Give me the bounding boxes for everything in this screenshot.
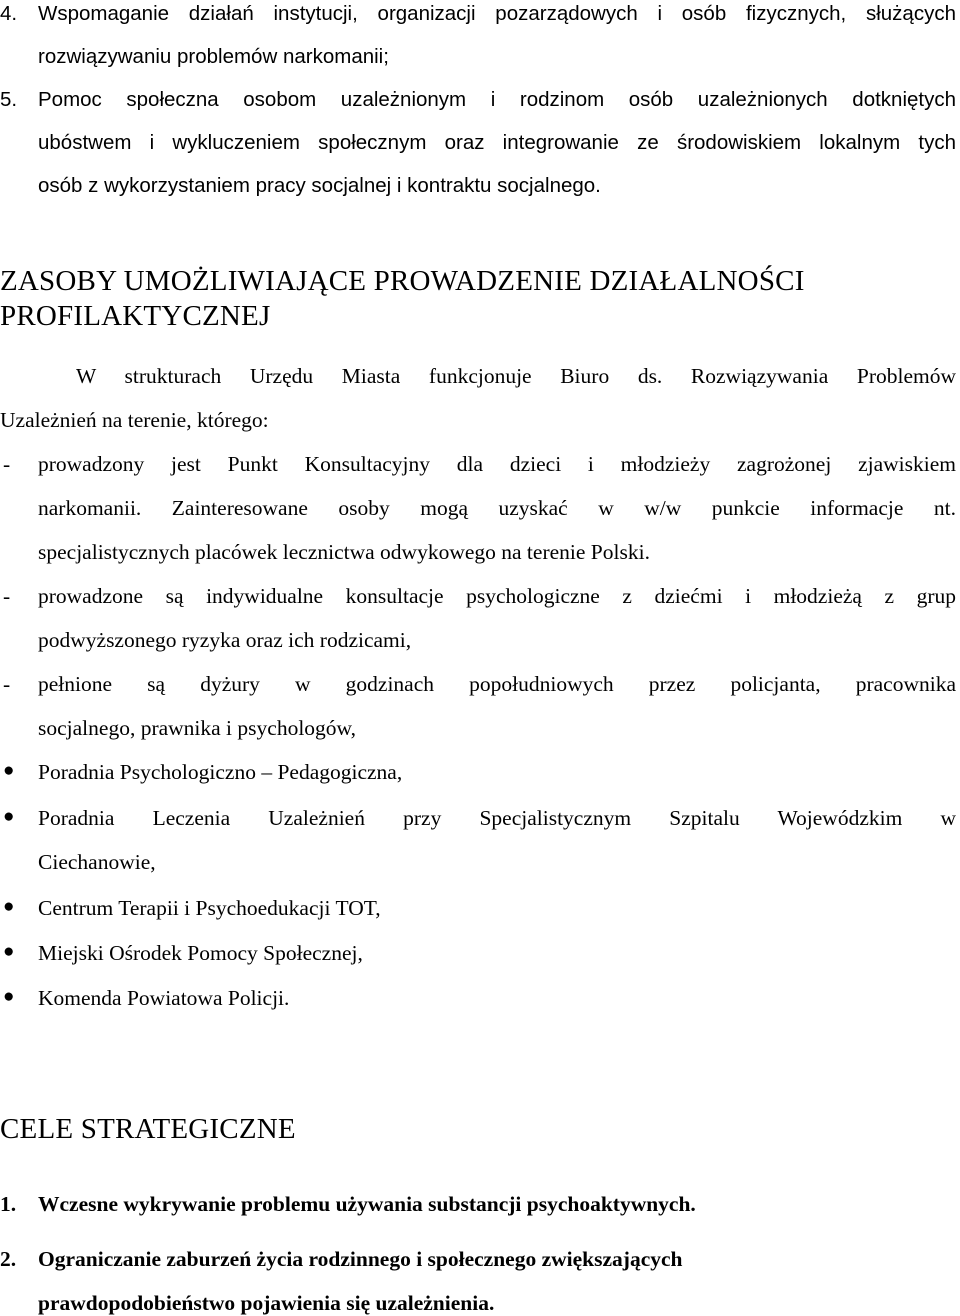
dash-marker: - [3,672,11,696]
list-item-text: Poradnia Leczenia Uzależnień przy Specjalistycznym Szpitalu Wojewódzkim w [38,806,956,830]
goal-text: prawdopodobieństwo pojawienia się uzależnienia. [38,1291,495,1315]
section-heading-strategic-goals: CELE STRATEGICZNE [0,1113,296,1145]
list-item-text: prowadzone są indywidualne konsultacje psychologiczne z dziećmi i młodzieżą z grup [38,584,956,608]
dash-marker: - [3,584,11,608]
bullet-icon: ● [3,941,15,962]
dash-marker: - [3,452,11,476]
goal-number: 2. [0,1247,17,1271]
paragraph-text: W strukturach Urzędu Miasta funkcjonuje Biuro ds. Rozwiązywania Problemów [76,364,956,388]
list-item-text: Wspomaganie działań instytucji, organizacji pozarządowych i osób fizycznych, służących [38,2,956,25]
list-item-text: osób z wykorzystaniem pracy socjalnej i kontraktu socjalnego. [38,174,601,197]
section-heading-resources-cont: PROFILAKTYCZNEJ [0,300,271,332]
list-item-text: socjalnego, prawnika i psychologów, [38,716,357,740]
list-number: 5. [0,88,18,111]
bullet-icon: ● [3,806,15,827]
list-item-text: Ciechanowie, [38,850,156,874]
list-item-text: narkomanii. Zainteresowane osoby mogą uzyskać w w/w punkcie informacje nt. [38,496,956,520]
goal-number: 1. [0,1192,17,1216]
section-heading-resources: ZASOBY UMOŻLIWIAJĄCE PROWADZENIE DZIAŁALNOŚCI [0,265,805,297]
goal-text: Wczesne wykrywanie problemu używania substancji psychoaktywnych. [38,1192,696,1216]
list-item-text: pełnione są dyżury w godzinach popołudniowych przez policjanta, pracownika [38,672,956,696]
bullet-icon: ● [3,986,15,1007]
paragraph-text: Uzależnień na terenie, którego: [0,408,269,432]
list-item-text: ubóstwem i wykluczeniem społecznym oraz integrowanie ze środowiskiem lokalnym tych [38,131,956,154]
list-item-text: Poradnia Psychologiczno – Pedagogiczna, [38,760,403,784]
list-item-text: specjalistycznych placówek lecznictwa odwykowego na terenie Polski. [38,540,650,564]
list-item-text: podwyższonego ryzyka oraz ich rodzicami, [38,628,412,652]
list-item-text: Komenda Powiatowa Policji. [38,986,290,1010]
list-item-text: Centrum Terapii i Psychoedukacji TOT, [38,896,381,920]
goal-text: Ograniczanie zaburzeń życia rodzinnego i społecznego zwiększających [38,1247,683,1271]
list-item-text: Pomoc społeczna osobom uzależnionym i rodzinom osób uzależnionych dotkniętych [38,88,956,111]
list-item-text: prowadzony jest Punkt Konsultacyjny dla dzieci i młodzieży zagrożonej zjawiskiem [38,452,956,476]
list-item-text: Miejski Ośrodek Pomocy Społecznej, [38,941,363,965]
list-number: 4. [0,2,18,25]
bullet-icon: ● [3,896,15,917]
bullet-icon: ● [3,760,15,781]
list-item-text: rozwiązywaniu problemów narkomanii; [38,45,389,68]
